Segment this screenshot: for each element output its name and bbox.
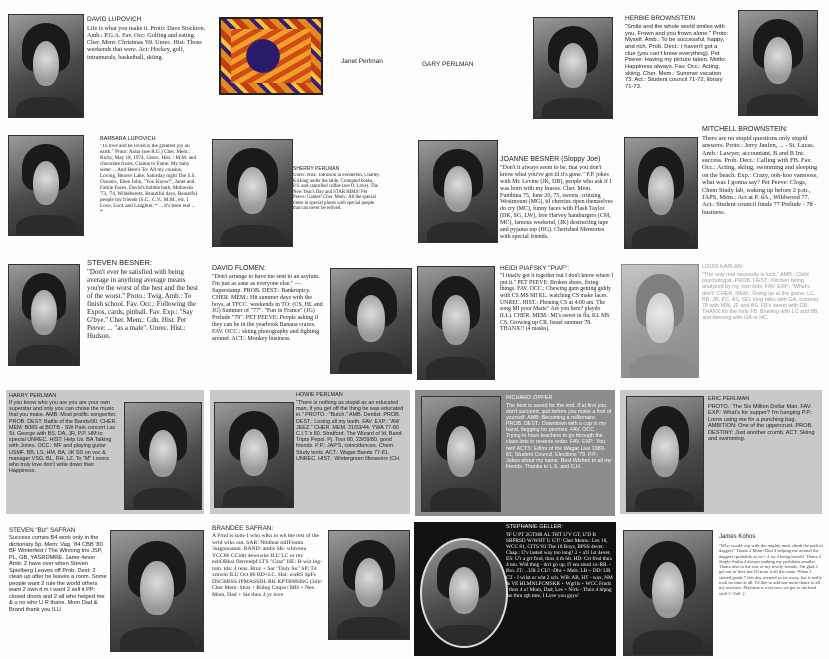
quote-barbara-lupovich: "To love and be loved is the greatest joy on earth." Proto: Anita (see R.G.) Cher. Mem.: Ricky, May 18, 1974, Unrec. Hist. / M.M. and chocolate frosts, Claims to Fame: My baby sister ... And Here's To: All my cousins, Loving, Beaver Lake, Saturday night The S.S. Oceanic, Eben John, "You Know!", Janet and Farkle Faces, David's bubble bath, Mohawks '73, '74, Wildeberetz, Beautiful days, Beautiful people my friends (S.C., C.V., M.M., etc. I Love, Luck and Laughter. * ... It's been real ... * (100, 144, 198, 215)
quote-eric-perlman: PROTO.: The Six Million Dollar Man. FAV. EXP.: What's for supper? I'm hanging P.P.: Lorne using me for a punching bag. AMBITION: One of the uppercrust. PROB. DESTINY: Just another crumb. ACT: Skiing and swimming. (708, 404, 815, 443)
label-gary-perlman: GARY PERLMAN (422, 61, 474, 68)
portrait-eric-perlman (626, 396, 704, 512)
portrait-james-kohos (623, 530, 713, 656)
name-joanne-besner: JOANNE BESNER (Sloppy Joe) (500, 156, 601, 163)
name-david-lupovich: DAVID LUPOVICH (87, 16, 142, 23)
name-eric-perlman: ERIC PERLMAN (708, 396, 750, 402)
portrait-herbie-brownstein (533, 17, 613, 119)
portrait-harry-perlman (124, 402, 202, 510)
quote-richard-zipper: The best is saved for the end. If at first you don't succeed, quit before you make a fool of yourself. AMB: Becoming a millionaire. PROB. DEST.: Downtown with a cup in my hand, begging for pennies. FAV. OCC.: Trying to have teachers to go through the class lists in reverse order. FAV. EXP.: You twit! ACTS: Editor of the Wagar Live 1980-81, Student Council, Elections '79. P.P.: Jokes about my name. Best Wishes to all my friends. Thanks to L.S. and C.H. (506, 403, 612, 470)
name-brandee-safran: BRANDEE SAFRAN: (212, 525, 274, 532)
quote-sherry-perlman: Unrec. Hist.: Intrusion in Fenderton, Charley. Kicking under the table, Crumpled books, P.S. and cancelled coffee (see D. Love). The New Year's Day and STAR HIMS! Pet Peeve: Games! Cher. Mem.: All the special times in special places with special people that can never be relived. (293, 173, 381, 212)
name-richard-zipper: RICHARD ZIPPER (506, 395, 553, 401)
quote-harry-perlman: If you know who you are you are your own superstar and only you can chose the music that you make. AMB: Most prolific songwriter. PROB. DEST: Battle of the Bands/90. CHER. MEM: BIMS at BOTB - SW Park concert Lac St. George with BS, DA, JR, P.P. HM to special UNREC. HIST: Help Us. BA Talking with Jones. OCC.: MF and playing guitar USMF. BB, LS, HM, BA, JK SD on voc & manager VSG, BL, RH, LZ. To "M" Lovers who truly love don't write down their Happiness. (9, 400, 117, 475)
name-barbara-lupovich: BARBARA LUPOVICH (100, 136, 156, 142)
portrait-herbie-2 (738, 10, 818, 116)
quote-james-kohos: "Who would cop with the mighty must climb the path of daggers" Thanx 2 Mom+Dad 4 helping me around the daggers+probably as to-+ 2 sis 4 being herself. Thanx 2 Steph+Sasha 4 always making my problems smaller. Thanx also to the rest of my lovely friends. I'm glad 2 get out of here but I'll miss it all the same. When I started grade 7 this day seemed so far away, but it really took no time at all. I'd like to add one more thanx to all my teachers. Playtime is over now we get to the hard stuff C-Vall :) (719, 543, 823, 596)
quote-joanne-besner: "Don't it always seem to be, that you don't know what you've got til it's gone." P.P. jokes with Mr. Levine (JK, DB), people who ask if I was born with my braces. Cher. Mem. Fumbina 75, June 20, 75, sweets, cruising Westmount (MG), til cherries ripen themselves do cry (MC), funny faces with Flash Taylor (DK, SG, LW), free Harvey hamburgers (CM, MC), famous weekend, (JK) destructing tape and pyjama top (HG). Cherished Memories with special friends. (500, 165, 613, 240)
name-howie-perlman: HOWIE PERLMAN (296, 392, 343, 398)
name-harry-perlman: HARRY PERLMAN (9, 393, 57, 399)
quote-steven-besner: "Don't ever be satisfied with being average in anything average means you're the worst of the best and the best of the worst." Proto.: Twig. Amb.: To finish school. Fav. Occ.: Following the Expos, cards, pinball. Fav. Exp.: "Say G'bye." Cher. Mem.: Cdn. Hist. Pet Peeve: ... "as a male". Unrec. Hist.: Hudson. (87, 268, 198, 341)
quote-david-flomen: "Don't arrange to have me sent to an asylum. I'm just as sane as everyone else." —Superstamp. PROB. DEST.: Bankruptcy. CHER. MEM.: Hit summer days with the boys, at TFCC. weekends in TO: (CS, HL and JG) Summer of "77". "Fun in France" (JG) Prelude "79". PET PEEVE: People asking if they can be in the yearbook Banana crazes. FAV. OCC.: skiing photography and fighting around. ACT.: Monkey business. (212, 274, 323, 343)
portrait-sherry-perlman (212, 139, 293, 247)
portrait-mitchell-brownstein (624, 137, 698, 249)
label-janet-perlman: Janet Perlman (341, 58, 383, 65)
quote-david-lupovich: Life is what you make it. Proto: Dave Stockton. Amb.: P.G.A. Fav. Occ: Golfing and eating. Cher. Mem: Christmas '69. Unrec. Hist: Those weekends that were. Act: Hockey, golf, intramurals, basketball, skiing. (87, 25, 206, 61)
quote-stephanie-geller: 'IF U PT 2GTHR AL THT U'V GT, U'D B SRPRSD W/WHT U GT!' Cher Mems.: Les 10, WCC 81, CITS '81 The 18 Boys, BPSS 4ever. Chap.: U'v lasted way too long! 3 + a'll 1st 4ever. ES: U'r a grt frnd, thnx 4 th hlt. HD: Grt frnd thnx 4 mu. Wld thng - dn't go up, I'l em smrd xx-RR. -Bro. JT: ...UR 2 CU! -Dhr + Mels. LB + DD: UR CT - I wilst ur wht 2 sch. WB: AR, HT - wax, NM & VE HLMNLFCMSKR + Wgrlls + WCC Frnds - thnx 4 u! Mom, Dad, Les + Nick - Thnx 4 hlpng me thru rgh tme, I Love you guys! (506, 532, 613, 599)
portrait-joanne-besner (418, 140, 498, 243)
portrait-richard-zipper (421, 396, 501, 512)
portrait-steven-safran (110, 530, 204, 652)
quote-louis-kaplan: "The only real necessity is luck." AMB.: Child psychologist. PROB. DEST.: Kitchen being analyzed by my own kids. FAV. EXP.: "What's don't" CHER. MEM.: Going up at the game, LC, BB, JR, FC, AS, GD, long talks with GA, summer 78 with MW, JF and AS. FB's sweet with GB. THANX for the help FB. Bowling with LC and BB and dancing with GA or HC. (702, 272, 819, 322)
name-sherry-perlman: SHERRY PERLMAN (293, 166, 340, 172)
artwork-janet-perlman (219, 17, 323, 95)
portrait-david-flomen (330, 268, 412, 374)
portrait-brandee-safran (328, 530, 410, 640)
portrait-heidi-piafsky (417, 266, 495, 380)
name-stephanie-geller: STEPHANIE GELLER: (506, 524, 563, 530)
quote-herbie-brownstein: "Smile and the whole world smiles with you, Frown and you frown alone." Proto: Myself. Amb.: To be successful, happy, and rich. Prob. Dect.: I haven't got a clue (you can't know everything). Pet Peeve: Having my picture taken. Motto: Happiness always. Fav. Occ.: Acting, skiing. Cher. Mem.: Summer vacation 73. Act.: Student council 71-72, library 71-73. (625, 24, 729, 90)
quote-steven-safran: Success comes B4 work only in the dictionary 5p. Mem: Vag. '84 CBB '80 BF Winterfest / The Winning trio JSP, PL, GB, YASRDMRE. 1ame 4ever Amb: 2 have over when Steven Spielberg Leaves off Prob. Dest: 2 clean up after he leaves a room. Some people want 2 rule the world others want 2 own it m I want 2 sell it PP: closed doors and 2 all who helped me & u no who U R thanx. Mom Dad & Brand thank you ILU (9, 535, 107, 614)
portrait-barbara-lupovich (8, 135, 84, 236)
quote-mitchell-brownstein: There are no stupid questions only stupid answers. Proto.: Jerry Jaufen, ... - St. Lucas. Amb.: Lawyer, accountant, B and B Inc. success. Prob. Dect.: Calling with FB. Fav. Occ.: Acting, skiing, swimming and sleeping on the beach. Exp.: Crazy, ooh-hoo vamoose, what was I gonna say? Pet Peeve: Clogs, Chem Study lab, waking up before 2 p.m., JAPS, Mem.: Act at P. dA., Wildwood 77. Act.: Student council funds 77 Prelude - 78 - business. (702, 135, 819, 216)
name-steven-safran: STEVEN "Biz" SAFRAN (9, 527, 76, 534)
portrait-david-lupovich (8, 14, 84, 118)
name-david-flomen: DAVID FLOMEN: (212, 265, 266, 272)
name-heidi-piafsky: HEIDI PIAFSKY "PIAF": (500, 265, 570, 272)
name-james-kohos: James Kohos (719, 534, 756, 540)
portrait-steven-besner (8, 264, 80, 366)
name-mitchell-brownstein: MITCHELL BROWNSTEIN: (702, 126, 788, 133)
portrait-howie-perlman (214, 402, 294, 508)
name-herbie-brownstein: HERBIE BROWNSTEIN (625, 15, 696, 22)
quote-brandee-safran: A Frnd is som-1 who wlks in wh the rest of the wrld wlks out. SAR: Nthlhtat mIIFontta 3sagonnanni. RAND: attdls SK: whtvenu YCC86 CCidrt 4ewswhe ILU LC ur my ezbOBksi fibrrentpf LTS "Gtaz" HE: B-wiz ing-tom. tda: 4 rens. Brnz + Sar "Doly Su" SP; T4 xmwm ILU Oct 86 BD+LC. Hal: wuRS SpFc DSCBBSS JPMASSDL RK KPTRMHSG (3d)r: Cher Mem: Strat + Ridng Cmpw/ MH + Nes. Mom, Dad + Ste thnx 4 yr love (212, 533, 323, 598)
name-louis-kaplan: LOUIS KAPLAN: (702, 264, 744, 270)
portrait-louis-kaplan (621, 264, 699, 378)
portrait-stephanie-geller (420, 538, 508, 648)
quote-howie-perlman: "There is nothing as stupid as an educated man, if you get off the thing he was educated in." PROTO.: "Butch." AMB. Dentist. PROB. DEST.: Losing all my teeth. FAV. EXP.: "AW JEEZ." CHER. MEM. 31/03/44. YWA 77-80 C.I.T.'s 80. Stratford. The Wizard of Id. Band Tripts Pepsi. Pj. Toor 80. 23/09/80. good friends. P.P.: JAP'S, coincidences. Chem. Study texts. ACT.: Wagar Bands 77-81. UNREC. HIST.: Wintergreen lifesavers (CH. (296, 400, 404, 462)
quote-heidi-piafsky: "I finally got it together but I don't know where I put it." PET PEEVE: Broken shoes, fixing things. FAV. OCC.: Chewing gum getting giddy with CS MS MI KL. watching CS make faces. UNREC. HIST.: Phoning CS at 4:00 am. The song MI poor Marie" Are you here? playdo (LL). CHER. MEM.: MI's sweet in fla, KL MS CS. Growing up CR. Israel summer 78. THANX!! (4 masks). (500, 273, 614, 333)
name-steven-besner: STEVEN BESNER: (87, 258, 153, 267)
